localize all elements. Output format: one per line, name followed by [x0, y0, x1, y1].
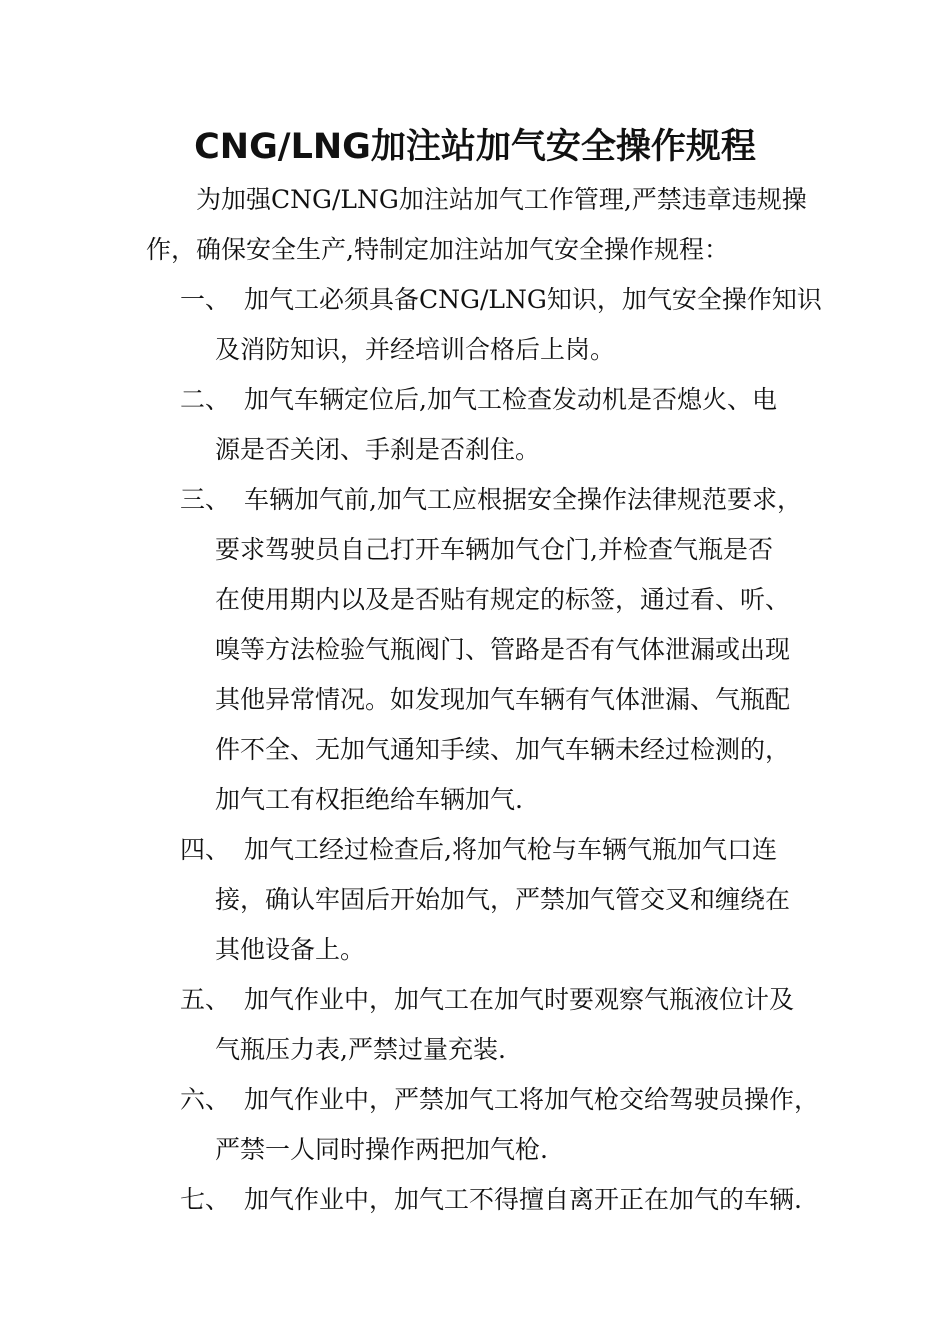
rule-number: 一、 — [180, 285, 231, 314]
rule-number: 三、 — [180, 485, 231, 514]
rule-line: 及消防知识，并经培训合格后上岗。 — [215, 335, 616, 364]
intro-line: 为加强CNG/LNG加注站加气工作管理,严禁违章违规操 — [196, 185, 807, 214]
rule-item-6 — [180, 1075, 840, 1175]
rule-item-3 — [180, 475, 840, 825]
rule-number: 四、 — [180, 835, 231, 864]
rule-line: 加气作业中，加气工不得擅自离开正在加气的车辆. — [244, 1185, 802, 1214]
rule-line: 气瓶压力表,严禁过量充装. — [215, 1035, 506, 1064]
intro-paragraph — [146, 175, 818, 275]
rule-line: 嗅等方法检验气瓶阀门、管路是否有气体泄漏或出现 — [215, 635, 791, 664]
rule-item-5 — [180, 975, 840, 1075]
document-title: CNG/LNG加注站加气安全操作规程 — [194, 127, 756, 167]
rule-number: 六、 — [180, 1085, 231, 1114]
rule-line: 要求驾驶员自己打开车辆加气仓门,并检查气瓶是否 — [215, 535, 773, 564]
rule-line: 其他异常情况。如发现加气车辆有气体泄漏、气瓶配 — [215, 685, 791, 714]
rule-line: 加气工有权拒绝给车辆加气. — [215, 785, 523, 814]
rule-item-1 — [180, 275, 840, 375]
rules-list — [180, 275, 840, 1225]
rule-line: 源是否关闭、手刹是否刹住。 — [215, 435, 541, 464]
rule-item-7 — [180, 1175, 840, 1225]
rule-line: 加气作业中，加气工在加气时要观察气瓶液位计及 — [244, 985, 795, 1014]
rule-line: 件不全、无加气通知手续、加气车辆未经过检测的， — [215, 735, 791, 764]
rule-line: 加气作业中，严禁加气工将加气枪交给驾驶员操作， — [244, 1085, 820, 1114]
rule-line: 加气工经过检查后,将加气枪与车辆气瓶加气口连 — [244, 835, 777, 864]
rule-number: 七、 — [180, 1185, 231, 1214]
rule-line: 加气工必须具备CNG/LNG知识，加气安全操作知识 — [244, 285, 822, 314]
rule-line: 其他设备上。 — [215, 935, 366, 964]
rule-item-2 — [180, 375, 840, 475]
rule-line: 在使用期内以及是否贴有规定的标签，通过看、听、 — [215, 585, 791, 614]
rule-item-4 — [180, 825, 840, 975]
rule-number: 二、 — [180, 385, 231, 414]
intro-line: 作，确保安全生产,特制定加注站加气安全操作规程： — [146, 235, 729, 264]
rule-number: 五、 — [180, 985, 231, 1014]
rule-line: 车辆加气前,加气工应根据安全操作法律规范要求， — [244, 485, 802, 514]
rule-line: 严禁一人同时操作两把加气枪. — [215, 1135, 548, 1164]
rule-line: 加气车辆定位后,加气工检查发动机是否熄火、电 — [244, 385, 777, 414]
rule-line: 接，确认牢固后开始加气，严禁加气管交叉和缠绕在 — [215, 885, 791, 914]
